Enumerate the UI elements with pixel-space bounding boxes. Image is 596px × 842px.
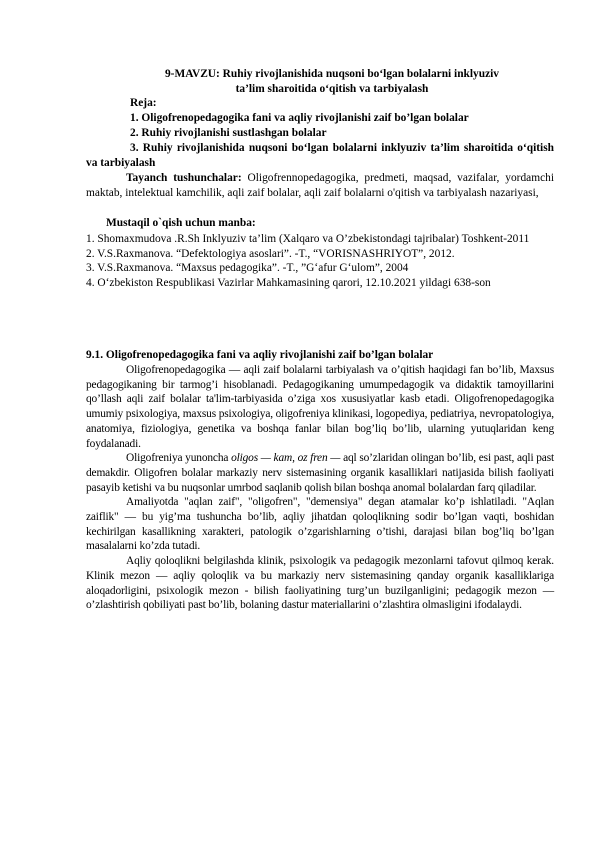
plan-item-1: 1. Oligofrenopedagogika fani va aqliy rivojlanishi zaif bo’lgan bolalar bbox=[130, 112, 469, 124]
key-concepts bbox=[86, 171, 554, 200]
source-item-4: 4. O‘zbekiston Respublikasi Vazirlar Mahkamasining qarori, 12.10.2021 yildagi 638-son bbox=[86, 277, 491, 290]
paragraph-4: Aqliy qoloqlikni belgilashda klinik, psixologik va pedagogik mezonlarni tafovut qilmoq kerak. Klinik mezon — aqliy qoloqlik va bu markaziy nerv sistemasining qanday organik kasalliklariga aloqadorligini, psixologik mezon - bilish faoliyatining turg’un buzilganligini; pedagogik mezon — o’zlashtirish qobiliyati past bo’lib, bolaning dastur materiallarini o’zlashtira olmasligini ifodalaydi. bbox=[86, 555, 554, 612]
source-item-3: 3. V.S.Raxmanova. “Maxsus pedagogika”. -T., ”G‘afur G‘ulom”, 2004 bbox=[86, 262, 409, 275]
plan-heading: Reja: bbox=[130, 97, 157, 109]
sources-list bbox=[86, 232, 554, 291]
paragraph-2-rest: aql so’zlaridan olingan bo’lib, esi past, aqli past demakdir. Oligofren bolalar markaziy nerv sistemasining organik kasalliklari natijasida bilish faoliyati pasayib ketishi va bu nuqsonlar umrbod saqlanib qolish bilan boshqa anomal bolalardan farq qiladilar. bbox=[86, 452, 554, 494]
topic-title-line1: 9-MAVZU: Ruhiy rivojlanishida nuqsoni bo‘lgan bolalarni inklyuziv bbox=[164, 68, 499, 80]
source-item-1: 1. Shomaxmudova .R.Sh Inklyuziv ta’lim (Xalqaro va O’zbekistondagi tajribalar) Toshkent-2011 bbox=[86, 233, 530, 245]
topic-title-line2: ta’lim sharoitida o‘qitish va tarbiyalash bbox=[235, 82, 429, 95]
plan-item-3-text: 3. Ruhiy rivojlanishida nuqsoni bo‘lgan bolalarni inklyuziv ta’lim sharoitida o‘qitish va tarbiyalash bbox=[86, 142, 554, 169]
topic-title bbox=[110, 67, 554, 96]
key-concepts-text: Oligofrennopedagogika, predmeti, maqsad, vazifalar, yordamchi maktab, intelektual kamchilik, aqli zaif bolalar, aqli zaif bolalarni o'qitish va tarbiyalash nazariyasi, bbox=[86, 172, 554, 199]
paragraph-2-italic: oligos — kam, oz fren — bbox=[231, 452, 341, 465]
plan-item-2: 2. Ruhiy rivojlanishi sustlashgan bolalar bbox=[130, 127, 327, 139]
source-item-2: 2. V.S.Raxmanova. “Defektologiya asoslari”. -T., “VORISNASHRIYOT”, 2012. bbox=[86, 247, 455, 260]
key-concepts-label: Tayanch tushunchalar: bbox=[126, 172, 242, 184]
sources-heading: Mustaqil o`qish uchun manba: bbox=[106, 217, 256, 229]
paragraph-3: Amaliyotda "aqlan zaif", "oligofren", "demensiya" degan atamalar ko’p ishlatiladi. "Aqlan zaiflik" — bu yig’ma tushuncha bo’lib, aqliy jihatdan qoloqlikning sodir bo’lgan vaqti, boshidan kechirilgan kasallikning xarakteri, patologik o’zgarishlarning o’tishi, darajasi bilan bog’liq bo’lgan masalalarni ko’zda tutadi. bbox=[86, 496, 554, 553]
section-heading: 9.1. Oligofrenopedagogika fani va aqliy rivojlanishi zaif bo’lgan bolalar bbox=[86, 349, 434, 361]
paragraph-1: Oligofrenopedagogika — aqli zaif bolalarni tarbiyalash va o’qitish haqidagi fan bo’lib, Maxsus pedagogikaning bir tarmog’i hisoblanadi. Pedagogikaning umumpedagogik va didaktik tamoyillarini qo’llash aqli zaif bolalar ta'lim-tarbiyasida o’ziga xos xususiyatlar kasb etadi. Oligofrenopedagogika umumiy psixologiya, maxsus psixologiya, oligofreniya klinikasi, logopediya, pediatriya, nevropatologiya, anatomiya, fiziologiya, genetika va boshqa fanlar bilan bog’liq bo’lib, ularning yutuqlaridan keng foydalanadi. bbox=[86, 364, 554, 450]
paragraph-2 bbox=[86, 451, 554, 495]
section-body bbox=[86, 363, 554, 613]
plan-item-3 bbox=[86, 141, 554, 170]
paragraph-2-start: Oligofreniya yunoncha bbox=[126, 452, 232, 465]
